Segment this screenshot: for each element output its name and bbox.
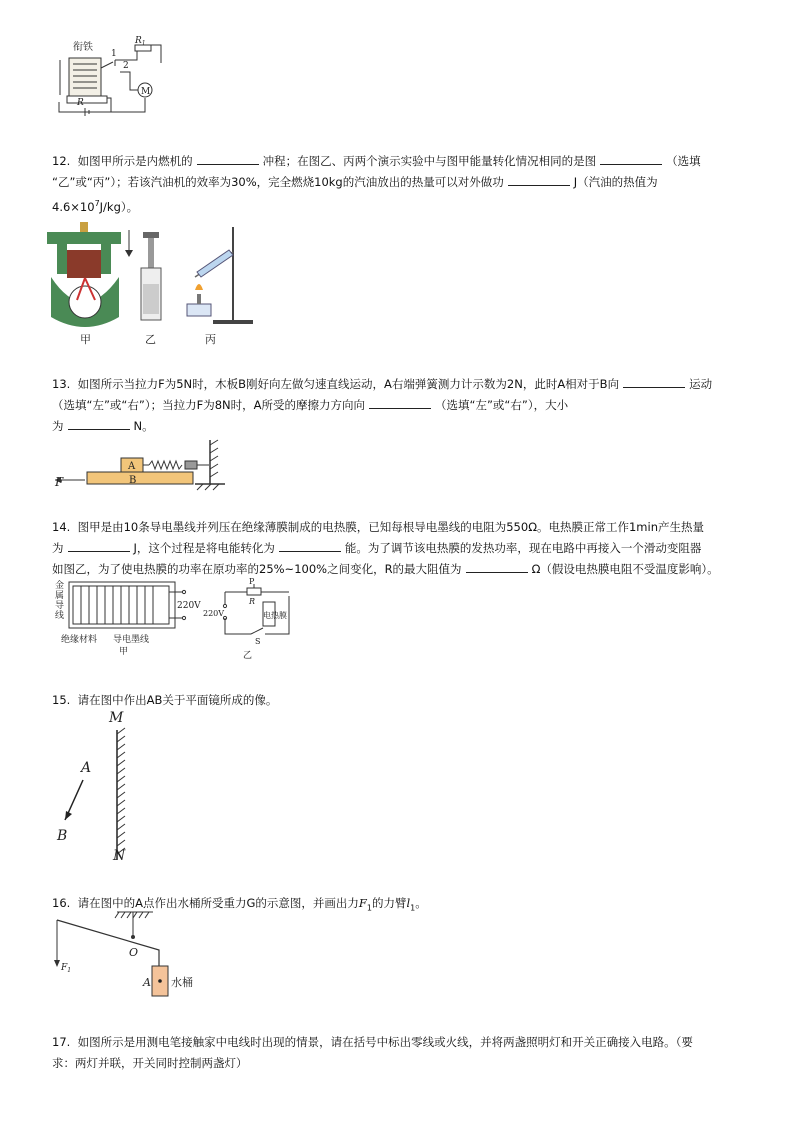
block-label-A: A [128, 461, 136, 472]
question-13: 13. 如图所示当拉力F为5N时，木板B刚好向左做匀速直线运动，A右端弹簧测力计示数为2N，此时A相对于B向 运动 （选填“左”或“右”）；当拉力F为8N时，A所受的摩擦力方向向 （选填“左”或“右”），大小 为 N。 [52, 377, 713, 433]
svg-text:S: S [255, 637, 261, 646]
r1-label: $R_1$ [135, 36, 146, 47]
svg-text:R: R [249, 597, 256, 606]
caption-jia: 甲 [80, 333, 91, 346]
question-14: 14. 图甲是由10条导电墨线并列压在绝缘薄膜制成的电热膜，已知每根导电墨线的电阻为550Ω。电热膜正常工作1min产生热量 为 J，这个过程是将电能转化为 能。为了调节该电热膜的发热功率，现在电路中再接入一个滑动变阻器 如图乙，为了使电热膜的功率在原功率的25%~100%之间变化，R的最大阻值为 Ω（假设电热膜电阻不受温度影响）。 [52, 520, 719, 576]
resistor-label: R [77, 98, 84, 108]
point-label-A: A [81, 760, 92, 776]
svg-text:220V: 220V [177, 601, 201, 611]
switch-label-2: 2 [123, 61, 129, 71]
switch-label-1: 1 [111, 49, 117, 59]
fig11-relay-circuit [55, 38, 160, 120]
board-label-B: B [129, 475, 137, 486]
svg-text:乙: 乙 [243, 651, 253, 661]
force-label-F1: $F_1$ [61, 963, 72, 974]
svg-text:导电墨线: 导电墨线 [113, 635, 150, 645]
question-16: 16. 请在图中的A点作出水桶所受重力G的示意图，并画出力$F_1$的力臂$l_1$。 [52, 896, 427, 913]
svg-text:绝缘材料: 绝缘材料 [61, 635, 98, 645]
fig16-lever-bucket [45, 910, 215, 1010]
force-label-F: F [55, 475, 64, 489]
fig15-plane-mirror [55, 708, 145, 868]
bucket-label: 水桶 [171, 976, 193, 989]
point-label-B: B [57, 828, 68, 844]
fig13-board-spring [55, 440, 225, 490]
caption-yi: 乙 [145, 333, 156, 346]
svg-text:导: 导 [55, 601, 65, 611]
pivot-label-O: O [129, 946, 139, 959]
mirror-label-N: N [113, 848, 126, 864]
svg-text:甲: 甲 [119, 647, 129, 657]
fig12-engine-experiments [45, 222, 275, 347]
mirror-label-M: M [109, 710, 124, 726]
point-label-A: A [143, 976, 151, 989]
caption-bing: 丙 [205, 333, 216, 346]
motor-label: M [141, 87, 151, 97]
question-12: 12. 如图甲所示是内燃机的 冲程；在图乙、丙两个演示实验中与图甲能量转化情况相同的是图 （选填 “乙”或“丙”）；若该汽油机的效率为30%，完全燃烧10kg的汽油放出的热量可以对外做功 J（汽油的热值为 $4.6\times 10^7J/kg$）。 [52, 154, 701, 214]
svg-text:电热膜: 电热膜 [263, 611, 287, 620]
svg-text:线: 线 [55, 611, 65, 621]
question-17: 17. 如图所示是用测电笔接触家中电线时出现的情景，请在括号中标出零线或火线，并将两盏照明灯和开关正确接入电路。（要 求：两灯并联，开关同时控制两盏灯） [52, 1035, 693, 1070]
armature-label: 衔铁 [73, 42, 93, 53]
question-15: 15. 请在图中作出AB关于平面镜所成的像。 [52, 693, 278, 707]
svg-text:属: 属 [55, 591, 65, 601]
svg-text:220V: 220V [203, 609, 225, 618]
svg-text:金: 金 [55, 581, 65, 591]
fig14-heating-film [55, 578, 295, 660]
svg-text:P: P [249, 577, 255, 586]
